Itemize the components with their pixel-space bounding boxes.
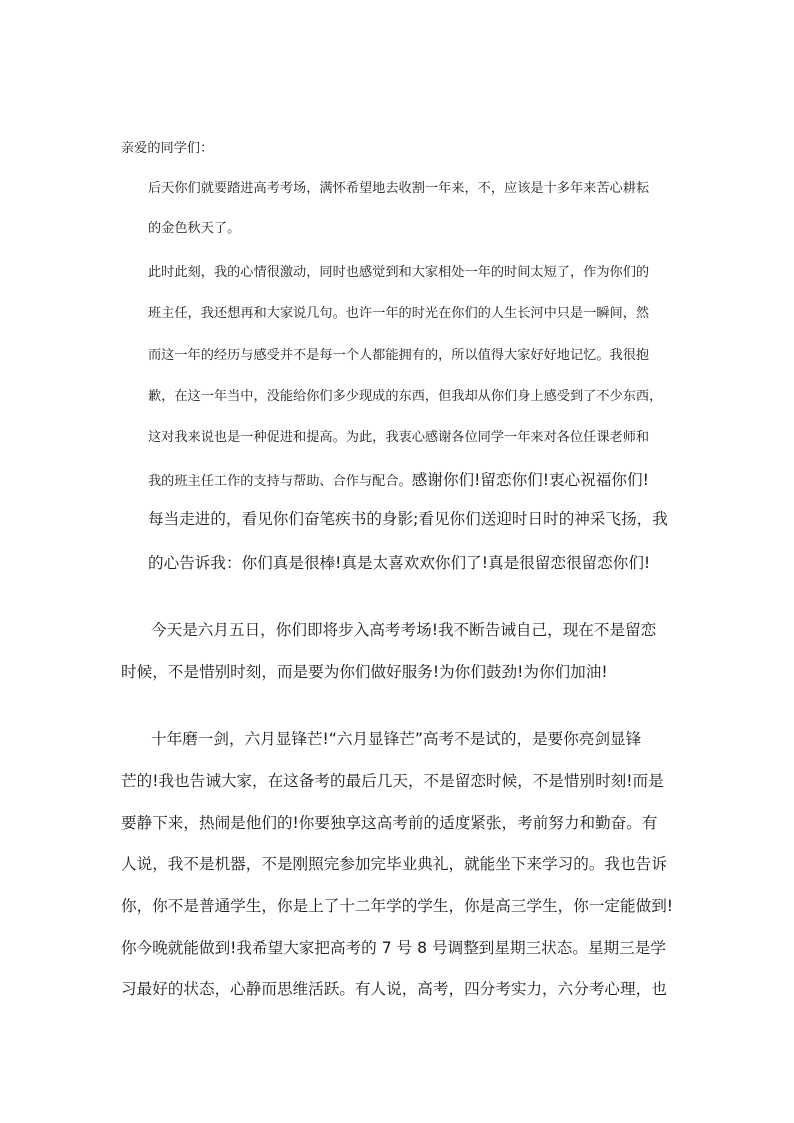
paragraph-line: 你今晚就能做到!我希望大家把高考的 7 号 8 号调整到星期三状态。星期三是学 bbox=[121, 939, 666, 957]
paragraph-line: 班主任，我还想再和大家说几句。也许一年的时光在你们的人生长河中只是一瞬间，然 bbox=[148, 306, 650, 321]
paragraph-line: 此时此刻，我的心情很激动，同时也感觉到和大家相处一年的时间太短了，作为你们的 bbox=[148, 265, 650, 280]
paragraph-line: 每当走进的，看见你们奋笔疾书的身影;看见你们送迎时日时的神采飞扬，我 bbox=[148, 510, 668, 528]
paragraph-line bbox=[148, 468, 649, 490]
paragraph-text: 感谢你们!留恋你们!衷心祝福你们! bbox=[411, 471, 649, 489]
paragraph-line: 歉，在这一年当中，没能给你们多少现成的东西，但我却从你们身上感受到了不少东西， bbox=[148, 389, 663, 404]
paragraph-line: 时候，不是惜别时刻，而是要为你们做好服务!为你们鼓劲!为你们加油! bbox=[121, 663, 608, 681]
salutation: 亲爱的同学们： bbox=[121, 141, 214, 156]
paragraph-line: 人说，我不是机器，不是刚照完参加完毕业典礼，就能坐下来学习的。我也告诉 bbox=[121, 855, 667, 873]
paragraph-text: 我的班主任工作的支持与帮助、合作与配合。 bbox=[148, 474, 412, 489]
paragraph-line: 十年磨一剑，六月显锋芒!“六月显锋芒”高考不是试的，是要你亮剑显锋 bbox=[151, 730, 642, 748]
paragraph-line: 今天是六月五日，你们即将步入高考考场!我不断告诫自己，现在不是留恋 bbox=[151, 621, 657, 639]
paragraph-line: 这对我来说也是一种促进和提高。为此，我衷心感谢各位同学一年来对各位任课老师和 bbox=[148, 430, 650, 445]
paragraph-line: 后天你们就要踏进高考考场，满怀希望地去收割一年来，不，应该是十多年来苦心耕耘 bbox=[148, 181, 650, 196]
paragraph-line: 要静下来，热闹是他们的!你要独享这高考前的适度紧张，考前努力和勤奋。有 bbox=[121, 814, 658, 832]
paragraph-line: 芒的!我也告诫大家，在这备考的最后几天，不是留恋时候，不是惜别时刻!而是 bbox=[121, 772, 664, 790]
paragraph-line: 的心告诉我：你们真是很棒!真是太喜欢欢你们了!真是很留恋很留恋你们! bbox=[148, 554, 651, 572]
paragraph-line: 习最好的状态，心静而思维活跃。有人说，高考，四分考实力，六分考心理，也 bbox=[121, 980, 667, 998]
paragraph-line: 你，你不是普通学生，你是上了十二年学的学生，你是高三学生，你一定能做到! bbox=[121, 897, 674, 915]
paragraph-line: 而这一年的经历与感受并不是每一个人都能拥有的，所以值得大家好好地记忆。我很抱 bbox=[148, 348, 650, 363]
paragraph-line: 的金色秋天了。 bbox=[148, 221, 241, 236]
